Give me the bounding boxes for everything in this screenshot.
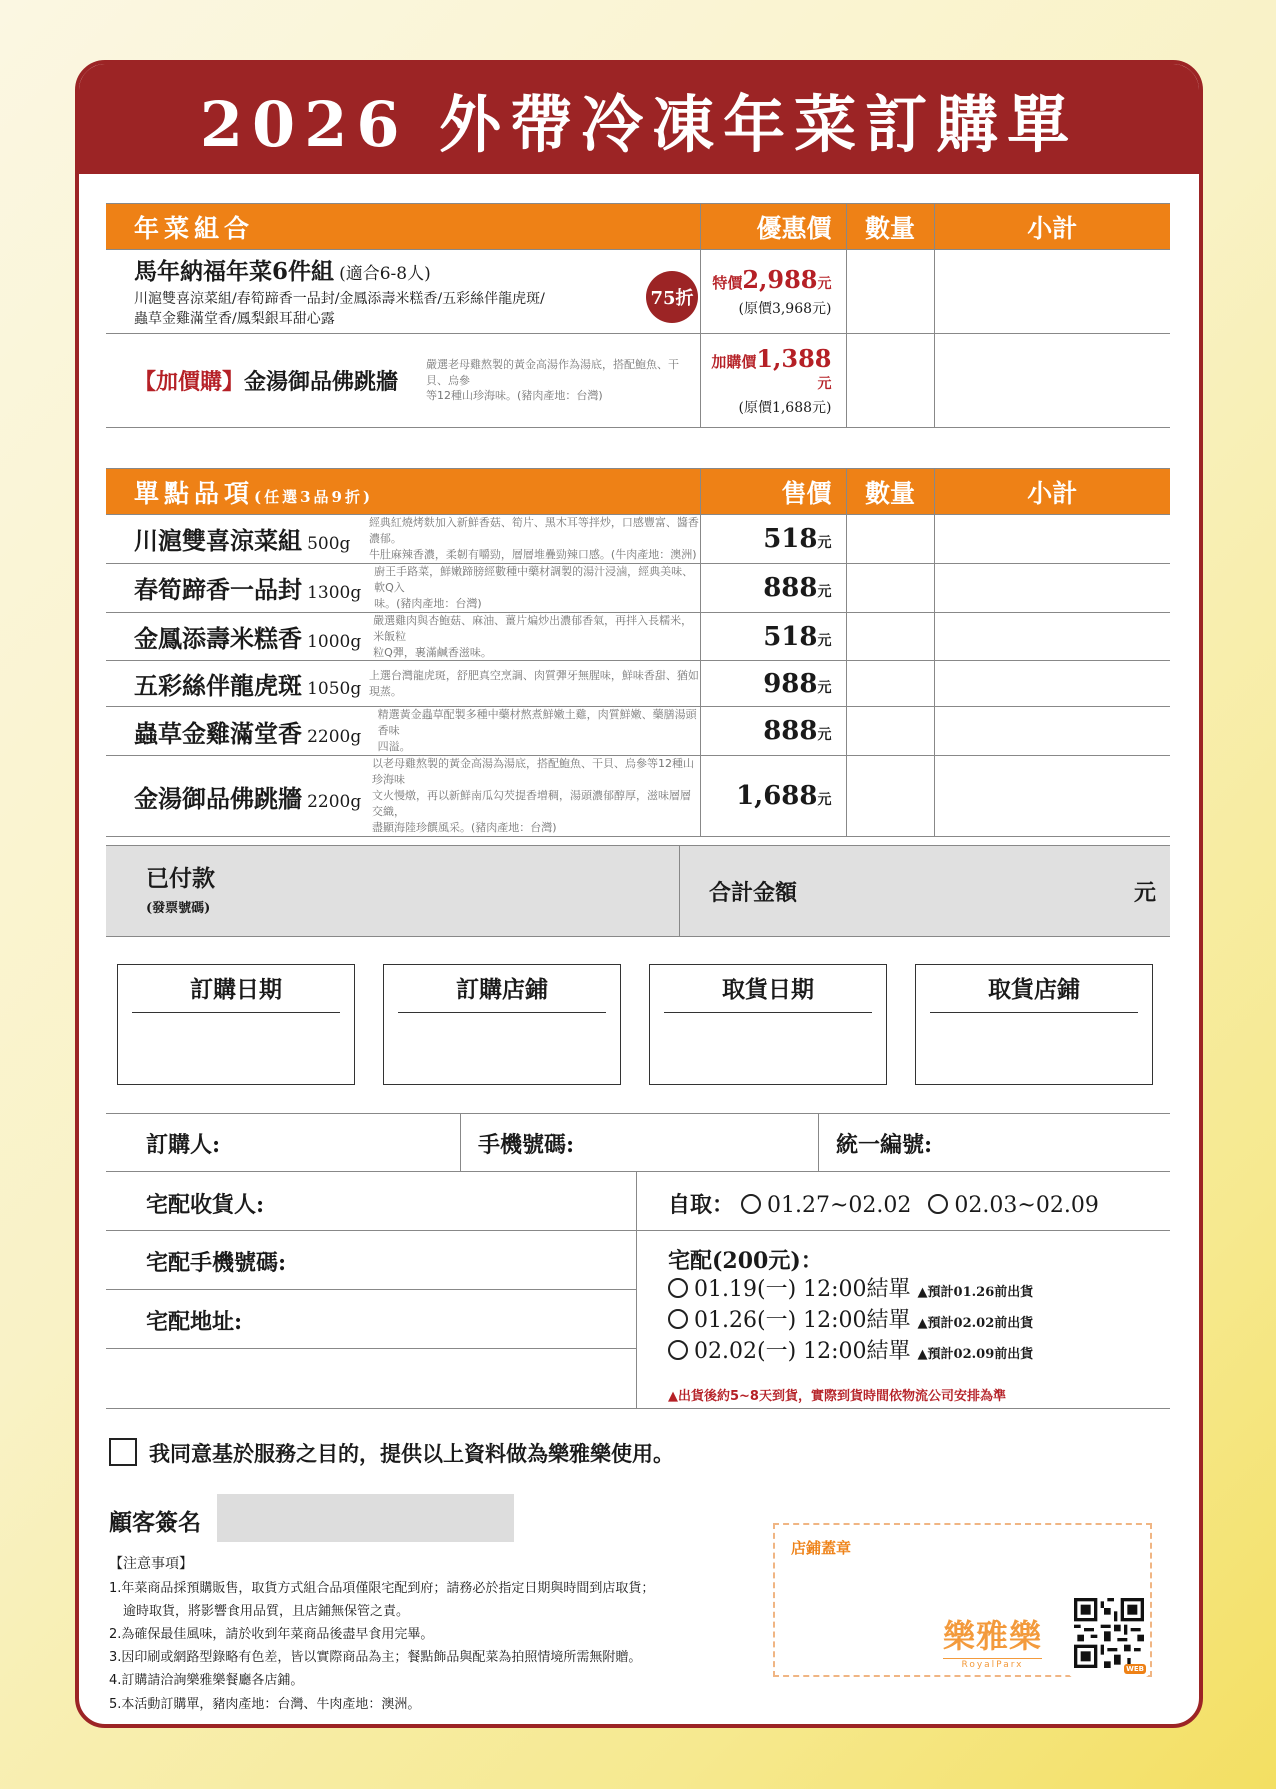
item-row: 金鳳添壽米糕香 1000g 嚴選雞肉與杏鮑菇、麻油、薑片煸炒出濃郁香氣，再拌入長糯米，米飯粒 粒Q彈，裹滿鹹香滋味。 518元 [106,612,1170,661]
col-subtotal: 小計 [934,469,1170,515]
addon-subtotal-cell[interactable] [934,334,1170,428]
item-price: 518 [763,621,818,652]
payment-row [106,845,1170,937]
ship-radio[interactable] [668,1278,688,1298]
ship-radio[interactable] [668,1309,688,1329]
addon-row: 【加價購】金湯御品佛跳牆 嚴選老母雞熬製的黃金高湯作為湯底，搭配鮑魚、干貝、烏參 等12種山珍海味。(豬肉產地：台灣) 加購價1,388元 (原價1,688元) [106,334,1170,428]
ship-options [668,1272,1033,1365]
set-main-row: 馬年納福年菜6件組 (適合6-8人) 川滬雙喜涼菜組/春筍蹄香一品封/金鳳添壽米糕香/五彩絲伴龍虎斑/ 蟲草金雞滿堂香/鳳梨銀耳甜心露 75折 特價2,988元 (原價3,968元) [106,250,1170,334]
shipping-warning: ▲出貨後約5~8天到貨，實際到貨時間依物流公司安排為準 [668,1389,1006,1404]
set-menu-table [106,203,1170,428]
item-qty-cell[interactable] [846,661,934,707]
phone-label: 手機號碼: [478,1132,575,1158]
order-form [75,60,1203,1728]
item-name: 蟲草金雞滿堂香 [134,718,302,748]
total-unit: 元 [1134,880,1157,906]
set-contents: 川滬雙喜涼菜組/春筍蹄香一品封/金鳳添壽米糕香/五彩絲伴龍虎斑/ 蟲草金雞滿堂香/鳳梨銀耳甜心露 [134,291,545,327]
item-subtotal-cell[interactable] [934,563,1170,612]
col-category: 單點品項 [134,478,255,508]
item-subtotal-cell[interactable] [934,756,1170,837]
item-name: 金湯御品佛跳牆 [134,783,302,813]
item-desc: 以老母雞熬製的黃金高湯為湯底，搭配鮑魚、干貝、烏參等12種山珍海味 文火慢燉，再以新鮮南瓜勾芡提香增稠，湯頭濃郁醇厚，滋味層層交織， 盡顯海陸珍饌風采。(豬肉產地：台灣) [372,757,695,834]
ship-option: 01.19(一) 12:00結單 ▲預計01.26前出貨 [668,1272,1033,1303]
addon-qty-cell[interactable] [846,334,934,428]
ship-radio[interactable] [668,1340,688,1360]
item-weight: 500g [307,534,351,555]
notes-title: 【注意事項】 [109,1556,193,1572]
addon-name: 金湯御品佛跳牆 [244,369,399,395]
item-qty-cell[interactable] [846,612,934,661]
item-weight: 1000g [307,632,362,653]
item-qty-cell[interactable] [846,563,934,612]
set-price: 2,988 [742,265,818,294]
item-qty-cell[interactable] [846,515,934,564]
item-weight: 2200g [307,791,362,812]
item-desc: 上選台灣龍虎斑，舒肥真空烹調、肉質彈牙無腥味，鮮味香甜、猶如現蒸。 [368,669,699,698]
invoice-label: (發票號碼) [146,901,211,916]
total-amount-field[interactable] [702,846,1136,936]
set-name: 馬年納福年菜6件組 [134,258,335,286]
col-qty: 數量 [846,204,934,250]
item-row: 五彩絲伴龍虎斑 1050g 上選台灣龍虎斑，舒肥真空烹調、肉質彈牙無腥味，鮮味香甜、猶如現蒸。 988元 [106,661,1170,707]
item-name: 春筍蹄香一品封 [134,575,302,605]
receiver-label: 宅配收貨人: [146,1192,265,1218]
qr-code[interactable] [1069,1593,1149,1677]
item-weight: 1050g [307,679,362,700]
set-original-price: (原價3,968元) [738,301,832,317]
stamp-label: 店鋪蓋章 [791,1539,852,1557]
brand-logo: 樂雅樂 RoyalParx [943,1617,1043,1670]
col-price: 優惠價 [700,204,846,250]
col-subtotal: 小計 [934,204,1170,250]
item-price: 888 [763,572,818,603]
item-weight: 2200g [307,726,362,747]
consent-checkbox[interactable] [109,1438,137,1466]
consent-text: 我同意基於服務之目的，提供以上資料做為樂雅樂使用。 [149,1441,674,1466]
signature-field[interactable] [217,1494,514,1542]
item-name: 川滬雙喜涼菜組 [134,526,302,556]
item-desc: 經典紅燒烤麩加入新鮮香菇、筍片、黑木耳等拌炒，口感豐富、醬香濃郁。 牛肚麻辣香濃，柔韌有嚼勁，層層堆疊勁辣口感。(牛肉產地：澳洲) [368,516,699,561]
item-row: 春筍蹄香一品封 1300g 廚王手路菜，鮮嫩蹄膀經數種中藥材調製的湯汁浸滷，經典美味、軟Q入 味。(豬肉產地：台灣) 888元 [106,563,1170,612]
item-desc: 廚王手路菜，鮮嫩蹄膀經數種中藥材調製的湯汁浸滷，經典美味、軟Q入 味。(豬肉產地：台灣) [374,564,694,610]
item-row: 蟲草金雞滿堂香 2200g 精選黃金蟲草配製多種中藥材熬煮鮮嫩土雞，肉質鮮嫩、藥膳湯頭香味 四溢。 888元 [106,707,1170,756]
discount-badge: 75折 [646,271,698,323]
pickup-radio-1[interactable] [741,1194,761,1214]
address-label: 宅配地址: [146,1309,243,1335]
qr-code-icon [1074,1598,1144,1668]
item-price: 518 [763,523,818,554]
web-tag: WEB [1126,1665,1144,1673]
ship-label: 宅配(200元)： [668,1248,823,1274]
col-qty: 數量 [846,469,934,515]
item-subtotal-cell[interactable] [934,612,1170,661]
item-row: 金湯御品佛跳牆 2200g 以老母雞熬製的黃金高湯為湯底，搭配鮑魚、干貝、烏參等12種山珍海味 文火慢燉，再以新鮮南瓜勾芡提香增稠，湯頭濃郁醇厚，滋味層層交織， 盡顯海陸珍饌風采。(豬肉產地：台灣) 1,688元 [106,756,1170,837]
pickup-radio-2[interactable] [928,1194,948,1214]
set-menu-header [106,204,1170,250]
delivery-section [106,1172,1170,1409]
item-name: 金鳳添壽米糕香 [134,624,302,654]
single-items-table [106,468,1170,837]
item-price: 1,688 [736,781,818,812]
orderer-label: 訂購人: [146,1132,221,1158]
mobile-label: 宅配手機號碼: [146,1250,287,1276]
col-price: 售價 [700,469,846,515]
set-note: (適合6-8人) [339,264,431,285]
page-title: 2026 外帶冷凍年菜訂購單 [79,64,1199,174]
item-desc: 嚴選雞肉與杏鮑菇、麻油、薑片煸炒出濃郁香氣，再拌入長糯米，米飯粒 粒Q彈，裹滿鹹香滋味。 [373,613,693,659]
single-items-header [106,469,1170,515]
addon-price: 1,388 [756,344,832,373]
ship-option: 01.26(一) 12:00結單 ▲預計02.02前出貨 [668,1303,1033,1334]
addon-original-price: (原價1,688元) [738,400,832,416]
signature-label: 顧客簽名 [109,1509,201,1536]
item-row: 川滬雙喜涼菜組 500g 經典紅燒烤麩加入新鮮香菇、筍片、黑木耳等拌炒，口感豐富、醬香濃郁。 牛肚麻辣香濃，柔韌有嚼勁，層層堆疊勁辣口感。(牛肉產地：澳洲) 518元 [106,515,1170,564]
paid-label: 已付款 [146,865,215,892]
customer-row [106,1113,1170,1172]
total-label: 合計金額 [709,880,798,906]
notes: 【注意事項】 1.年菜商品採預購販售，取貨方式組合品項僅限宅配到府；請務必於指定日期與時間到店取貨； 逾時取貨，將影響食用品質，且店鋪無保管之責。 2.為確保最佳風味，請於收到年菜商品後盡早食用完畢。 3.因印刷或網路型錄略有色差，皆以實際商品為主；餐點飾品與配菜為拍照情境所需無附贈。 4.訂購請洽詢樂雅樂餐廳各店鋪。 5.本活動訂購單，豬肉產地：台灣、牛肉產地：澳洲。 [109,1552,679,1716]
item-qty-cell[interactable] [846,756,934,837]
pickup-store-box[interactable]: 取貨店鋪 [915,964,1153,1085]
item-price: 988 [763,668,818,699]
pickup-options: 自取： 01.27~02.02 02.03~02.09 [668,1192,1099,1218]
item-desc: 精選黃金蟲草配製多種中藥材熬煮鮮嫩土雞，肉質鮮嫩、藥膳湯頭香味 四溢。 [377,708,697,754]
item-price: 888 [763,716,818,747]
addon-tag: 【加價購】 [134,369,245,395]
order-date-box[interactable]: 訂購日期 [117,964,355,1085]
ship-option: 02.02(一) 12:00結單 ▲預計02.09前出貨 [668,1334,1033,1365]
tax-id-label: 統一編號: [836,1132,933,1158]
promo-note: (任選3品9折) [254,487,374,506]
set-subtotal-cell[interactable] [934,250,1170,334]
col-category: 年菜組合 [106,204,700,250]
item-subtotal-cell[interactable] [934,515,1170,564]
addon-desc: 嚴選老母雞熬製的黃金高湯作為湯底，搭配鮑魚、干貝、烏參 等12種山珍海味。(豬肉產地：台灣) [426,357,680,403]
store-stamp-area[interactable] [773,1523,1152,1677]
item-subtotal-cell[interactable] [934,707,1170,756]
item-qty-cell[interactable] [846,707,934,756]
item-subtotal-cell[interactable] [934,661,1170,707]
item-name: 五彩絲伴龍虎斑 [134,671,302,701]
set-qty-cell[interactable] [846,250,934,334]
pickup-date-box[interactable]: 取貨日期 [649,964,887,1085]
item-weight: 1300g [307,583,362,604]
order-store-box[interactable]: 訂購店鋪 [383,964,621,1085]
